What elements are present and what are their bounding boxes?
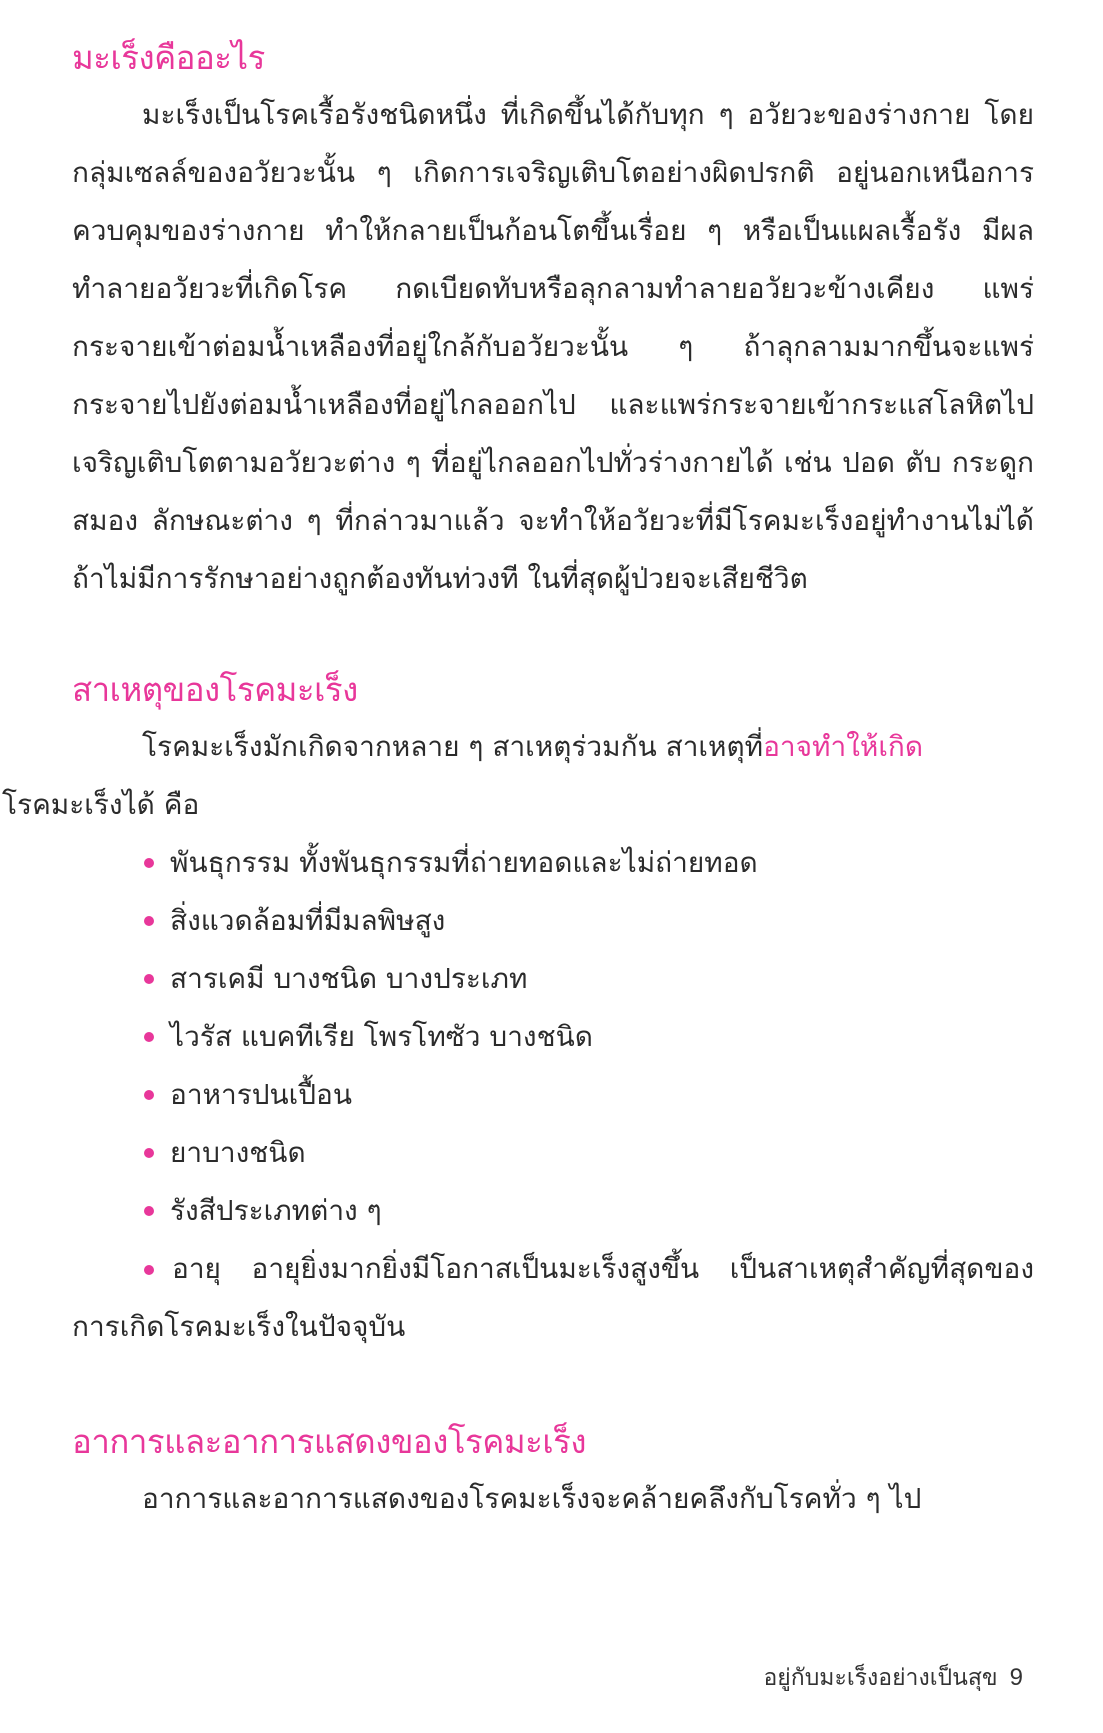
causes-intro-highlight: อาจทำให้เกิด [763,730,924,763]
heading-causes: สาเหตุของโรคมะเร็ง [72,671,358,708]
list-item: สิ่งแวดล้อมที่มีมลพิษสูง [72,892,1034,950]
bullet-dot-icon [144,1090,154,1100]
list-item: รังสีประเภทต่าง ๆ [72,1182,1034,1240]
paragraph-symptoms: อาการและอาการแสดงของโรคมะเร็งจะคล้ายคลึงกับโรคทั่ว ๆ ไป [142,1482,922,1515]
heading-symptoms: อาการและอาการแสดงของโรคมะเร็ง [72,1423,586,1460]
page-number: 9 [1009,1664,1023,1691]
page-content [2,30,1034,1528]
section-spacer [72,608,1034,662]
bullet-dot-icon [144,1148,154,1158]
list-item: สารเคมี บางชนิด บางประเภท [72,950,1034,1008]
page-footer [763,1660,1023,1696]
list-item: พันธุกรรม ทั้งพันธุกรรมที่ถ่ายทอดและไม่ถ่ายทอด [72,834,1034,892]
paragraph-what-is-cancer: มะเร็งเป็นโรคเรื้อรังชนิดหนึ่ง ที่เกิดขึ้นได้กับทุก ๆ อวัยวะของร่างกาย โดยกลุ่มเซลล์ของอวัยวะนั้น ๆ เกิดการเจริญเติบโตอย่างผิดปรกติ อยู่นอกเหนือการควบคุมของร่างกาย ทำให้กลายเป็นก้อนโตขึ้นเรื่อย ๆ หรือเป็นแผลเรื้อรัง มีผลทำลายอวัยวะที่เกิดโรค กดเบียดทับหรือลุกลามทำลายอวัยวะข้างเคียง แพร่กระจายเข้าต่อมน้ำเหลืองที่อยู่ใกล้กับอวัยวะนั้น ๆ ถ้าลุกลามมากขึ้นจะแพร่กระจายไปยังต่อมน้ำเหลืองที่อยู่ไกลออกไป และแพร่กระจายเข้ากระแสโลหิตไปเจริญเติบโตตามอวัยวะต่าง ๆ ที่อยู่ไกลออกไปทั่วร่างกายได้ เช่น ปอด ตับ กระดูก สมอง ลักษณะต่าง ๆ ที่กล่าวมาแล้ว จะทำให้อวัยวะที่มีโรคมะเร็งอยู่ทำงานไม่ได้ ถ้าไม่มีการรักษาอย่างถูกต้องทันท่วงที ในที่สุดผู้ป่วยจะเสียชีวิต [72,98,1034,595]
bullet-dot-icon [144,1206,154,1216]
list-item: อาหารปนเปื้อน [72,1066,1034,1124]
list-item: ยาบางชนิด [72,1124,1034,1182]
bullet-dot-icon [144,858,154,868]
causes-intro-before: โรคมะเร็งมักเกิดจากหลาย ๆ สาเหตุร่วมกัน สาเหตุที่ [142,730,764,763]
paragraph-causes-intro [2,718,1034,834]
bullet-dot-icon [144,974,154,984]
causes-list [72,834,1034,1240]
bullet-dot-icon [144,1032,154,1042]
section-spacer [72,1356,1034,1414]
list-item-age: อายุ อายุยิ่งมากยิ่งมีโอกาสเป็นมะเร็งสูงขึ้น เป็นสาเหตุสำคัญที่สุดของการเกิดโรคมะเร็งในปัจจุบัน [72,1252,1034,1343]
list-item: ไวรัส แบคทีเรีย โพรโทซัว บางชนิด [72,1008,1034,1066]
causes-intro-after: โรคมะเร็งได้ คือ [2,788,200,821]
heading-what-is-cancer: มะเร็งคืออะไร [72,39,265,76]
bullet-dot-icon [144,1265,154,1275]
footer-book-title: อยู่กับมะเร็งอย่างเป็นสุข [763,1664,998,1690]
bullet-dot-icon [144,916,154,926]
